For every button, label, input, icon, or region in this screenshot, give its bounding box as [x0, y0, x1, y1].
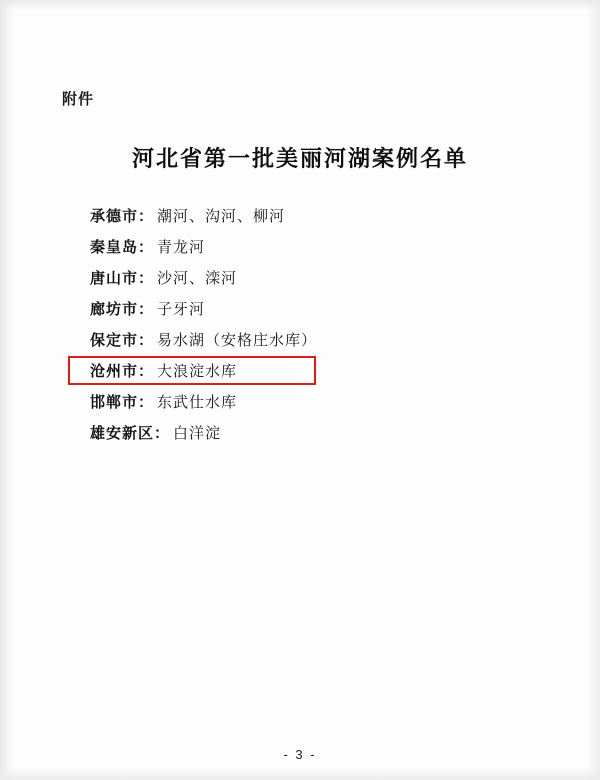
list-item: [90, 391, 520, 422]
list-item: [90, 205, 520, 236]
list-item: [90, 236, 520, 267]
list-item-city: 沧州市: [90, 363, 139, 380]
list-item-value: 白洋淀: [173, 425, 222, 442]
list-item-separator: ：: [138, 301, 154, 318]
list-item-separator: ：: [138, 394, 154, 411]
list-item-value: 潮河、沟河、柳河: [157, 208, 286, 225]
list-item-value: 子牙河: [157, 301, 206, 318]
list-item-separator: ：: [138, 239, 154, 256]
list-item-city: 廊坊市: [90, 301, 139, 318]
list-item-value: 大浪淀水库: [157, 363, 238, 380]
list-item-value: 沙河、滦河: [157, 270, 238, 287]
list-item-value: 青龙河: [157, 239, 206, 256]
page-edge-shadow-right: [586, 0, 600, 780]
attachment-label: 附件: [62, 91, 95, 108]
list-item-city: 唐山市: [90, 270, 139, 287]
page-edge-shadow-bottom: [0, 768, 600, 780]
list-item-separator: ：: [138, 208, 154, 225]
list-item: [90, 329, 520, 360]
list-item-city: 雄安新区: [90, 425, 155, 442]
list-item: [90, 267, 520, 298]
page-edge-shadow-top: [0, 0, 600, 10]
list-item: [90, 360, 520, 391]
list-item-value: 东武仕水库: [157, 394, 238, 411]
list-item-separator: ：: [138, 270, 154, 287]
list-item-separator: ：: [138, 332, 154, 349]
list-item: [90, 422, 520, 453]
list-item-city: 秦皇岛: [90, 239, 139, 256]
page-edge-shadow-left: [0, 0, 14, 780]
case-list: [90, 205, 520, 453]
page-number: - 3 -: [283, 747, 317, 762]
list-item-city: 承德市: [90, 208, 139, 225]
list-item-city: 保定市: [90, 332, 139, 349]
list-item-value: 易水湖（安格庄水库）: [157, 332, 318, 349]
list-item-city: 邯郸市: [90, 394, 139, 411]
list-item-separator: ：: [138, 363, 154, 380]
list-item: [90, 298, 520, 329]
page-title: 河北省第一批美丽河湖案例名单: [131, 146, 468, 171]
list-item-separator: ：: [154, 425, 170, 442]
